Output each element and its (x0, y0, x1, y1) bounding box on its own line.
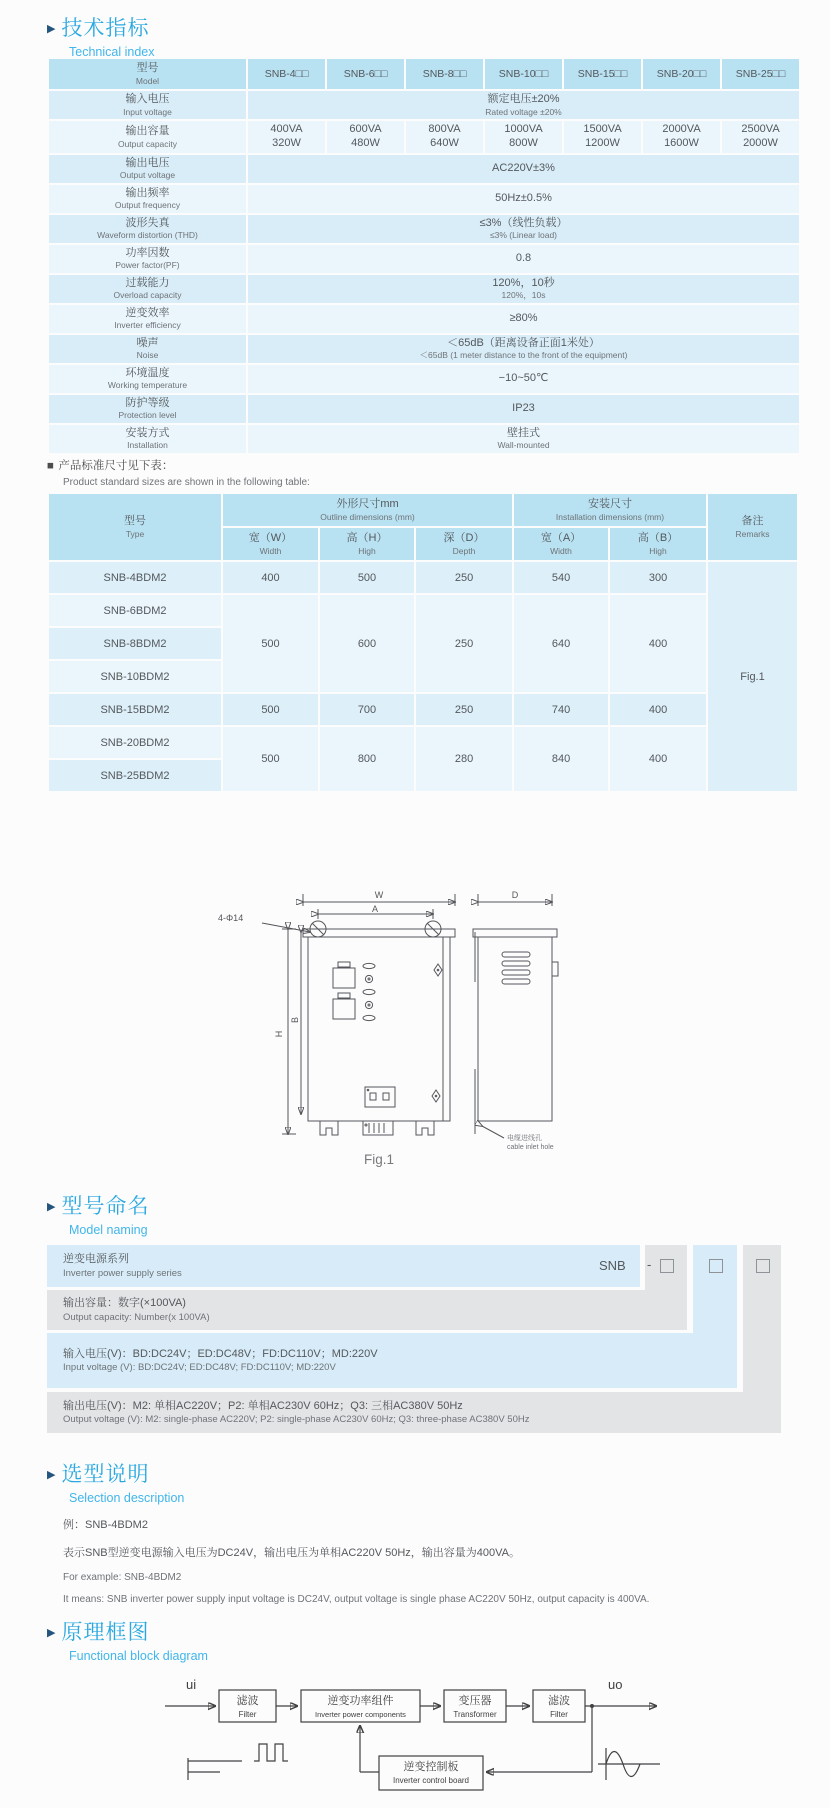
indicator-lamp (363, 1015, 375, 1020)
dims-a: 640 (551, 637, 571, 650)
dims-type: SNB-6BDM2 (103, 604, 167, 617)
capacity-w: 1600W (664, 136, 699, 149)
dims-col-zh: 宽（W） (248, 532, 293, 545)
capacity-w: 1200W (585, 136, 620, 149)
row-value: IP23 (512, 401, 535, 414)
dims-remarks-label-en: Remarks (735, 528, 770, 539)
dims-d: 280 (454, 753, 474, 765)
dim-a-label: A (371, 904, 379, 914)
size-note-zh: 产品标准尺寸见下表： (58, 460, 174, 472)
naming-row-series (47, 1245, 640, 1287)
capacity-w: 320W (272, 136, 301, 149)
capacity-va: 2500VA (741, 123, 780, 135)
spec-model-cell: SNB-4□□ (248, 59, 325, 89)
meter-bottom (333, 999, 355, 1019)
capacity-va: 800VA (428, 123, 461, 135)
dim-h-label: H (274, 1030, 284, 1038)
dims-install-group-en: Installation dimensions (mm) (555, 511, 665, 522)
spec-row-noise (49, 335, 799, 363)
cabinet-front-panel (308, 937, 450, 1121)
spec-model-cell: SNB-10□□ (485, 59, 562, 89)
dims-col-zh: 高（B） (637, 532, 679, 545)
door-lock-handle (432, 1090, 440, 1102)
cabinet-dimension-drawing (170, 782, 670, 1174)
selection-desc-zh: 表示SNB型逆变电源输入电压为DC24V，输出电压为单相AC220V 50Hz，输出容量为400VA。 (63, 1547, 520, 1559)
block-filter-input-en: Filter (238, 1710, 257, 1719)
dims-b: 400 (648, 637, 668, 650)
spec-header-label-en: Model (135, 75, 160, 86)
row-label-zh: 环境温度 (125, 366, 170, 379)
dim-d-label: D (511, 890, 519, 900)
model-code-placeholder-box (660, 1259, 674, 1273)
dims-w: 500 (261, 753, 280, 765)
dims-header-row-1 (49, 494, 797, 526)
dims-col-zh: 高（H） (346, 532, 388, 545)
side-handle (552, 962, 558, 976)
section-technical-title-en: Technical index (69, 45, 155, 59)
section-marker-icon: ▶ (47, 1469, 56, 1481)
spec-row-efficiency (49, 305, 799, 333)
naming-row-input-zh: 输入电压(V)：BD:DC24V；ED:DC48V；FD:DC110V；MD:220V (63, 1347, 378, 1360)
dims-type-label-en: Type (125, 528, 145, 539)
row-value-zh: ＜65dB（距离设备正面1米处） (447, 336, 600, 349)
dims-w: 500 (261, 637, 280, 650)
section-model-naming-title-en: Model naming (69, 1223, 148, 1237)
spec-row-temperature (49, 365, 799, 393)
cabinet-foot (416, 1121, 434, 1135)
figure-caption: Fig.1 (363, 1152, 395, 1167)
dims-col-en: High (358, 545, 376, 556)
size-note-en: Product standard sizes are shown in the following table: (63, 477, 310, 488)
dims-w: 400 (261, 571, 280, 584)
section-block-diagram-title-zh: 原理框图 (61, 1621, 150, 1644)
row-label-en: Output capacity (117, 138, 178, 149)
naming-row-output-voltage (47, 1392, 781, 1433)
section-marker-icon: ▶ (47, 1201, 56, 1213)
spec-row-protection (49, 395, 799, 423)
naming-row-series-en: Inverter power supply series (63, 1267, 182, 1279)
section-selection-title-zh: 选型说明 (61, 1463, 150, 1486)
block-filter-output-zh: 滤波 (548, 1695, 570, 1707)
section-selection-title (47, 1458, 184, 1505)
row-label-zh: 输出电压 (125, 156, 170, 169)
technical-spec-table (47, 57, 801, 455)
row-label-en: Overload capacity (113, 290, 182, 301)
spec-row-overload (49, 275, 799, 303)
dims-col-en: Depth (452, 545, 476, 556)
naming-row-capacity-zh: 输出容量：数字(×100VA) (63, 1297, 186, 1310)
dims-outline-group-zh: 外形尺寸mm (336, 498, 399, 511)
vent-louver (502, 961, 530, 966)
spec-model-cell: SNB-8□□ (406, 59, 483, 89)
capacity-va: 400VA (270, 123, 303, 135)
dims-row (49, 562, 797, 593)
row-label-zh: 噪声 (136, 336, 159, 349)
row-value-en: Wall-mounted (497, 440, 550, 451)
indicator-lamp (365, 975, 372, 982)
naming-row-series-zh: 逆变电源系列 (63, 1253, 129, 1266)
block-inverter-control-en: Inverter control board (392, 1776, 470, 1785)
dims-outline-group-en: Outline dimensions (mm) (320, 511, 415, 522)
dims-row (49, 694, 797, 725)
dims-b: 400 (648, 753, 668, 765)
row-label-en: Installation (127, 440, 168, 451)
capacity-w: 640W (430, 136, 459, 149)
spec-header-row (49, 59, 799, 89)
dims-install-group-zh: 安装尺寸 (588, 498, 633, 511)
naming-row-output-zh: 输出电压(V)：M2: 单相AC220V；P2: 单相AC230V 60Hz；Q3: 三相AC380V 50Hz (63, 1399, 463, 1412)
dims-col-zh: 深（D） (443, 532, 485, 545)
indicator-lamp (363, 989, 375, 994)
dims-remarks-value: Fig.1 (740, 670, 765, 683)
naming-row-input-voltage (47, 1333, 737, 1388)
block-filter-output-en: Filter (550, 1710, 568, 1719)
row-label-zh: 安装方式 (125, 426, 170, 439)
spec-model-cell: SNB-25□□ (722, 59, 799, 89)
dims-row (49, 595, 797, 626)
cabinet-foot (320, 1121, 338, 1135)
row-label-en: Output frequency (114, 200, 181, 211)
sine-wave-symbol (598, 1748, 660, 1780)
section-technical-title (47, 12, 154, 59)
spec-row-installation (49, 425, 799, 453)
dims-d: 250 (454, 703, 474, 716)
dims-b: 300 (648, 571, 668, 584)
row-label-zh: 输入电压 (125, 93, 170, 106)
dims-d: 250 (454, 637, 474, 650)
dimensions-table (47, 492, 799, 793)
row-value: 0.8 (515, 251, 532, 264)
indicator-lamp (363, 963, 375, 968)
model-code-placeholder-box (756, 1259, 770, 1273)
dims-w: 500 (261, 703, 280, 716)
dims-col-zh: 宽（A） (540, 532, 582, 545)
dims-type: SNB-25BDM2 (100, 769, 170, 782)
dims-h: 500 (357, 571, 377, 584)
row-label-zh: 输出容量 (125, 124, 170, 137)
spec-model-cell: SNB-6□□ (327, 59, 404, 89)
spec-row-output-frequency (49, 185, 799, 213)
vent-louver (502, 970, 530, 975)
model-naming-diagram (47, 1245, 783, 1435)
dims-col-en: Width (259, 545, 282, 556)
input-signal-label: ui (186, 1677, 197, 1692)
section-model-naming-title-zh: 型号命名 (61, 1195, 150, 1218)
row-label-en: Working temperature (107, 380, 188, 391)
capacity-w: 2000W (743, 136, 778, 149)
dims-type: SNB-10BDM2 (100, 670, 170, 683)
model-code-placeholder-box (709, 1259, 723, 1273)
row-value: ≥80% (509, 311, 538, 324)
dims-remarks-label-zh: 备注 (741, 515, 764, 528)
block-inverter-power-en: Inverter power components (315, 1710, 406, 1719)
dims-h: 700 (357, 703, 377, 716)
vent-louver (502, 979, 530, 984)
section-marker-icon: ▶ (47, 1627, 56, 1639)
naming-dash: - (647, 1257, 652, 1272)
spec-row-input-voltage (49, 91, 799, 119)
indicator-lamp (365, 1001, 372, 1008)
section-marker-icon: ▶ (47, 23, 56, 35)
block-transformer-zh: 变压器 (458, 1695, 492, 1707)
dims-b: 400 (648, 703, 668, 716)
naming-row-capacity (47, 1290, 687, 1330)
section-block-diagram-title (47, 1616, 208, 1663)
vent-louver (502, 952, 530, 957)
row-label-zh: 防护等级 (125, 396, 170, 409)
output-signal-label: uo (608, 1677, 623, 1692)
meter-top (333, 968, 355, 988)
row-value: 50Hz±0.5% (495, 191, 552, 204)
dims-type-label-zh: 型号 (124, 515, 146, 528)
capacity-va: 1000VA (504, 123, 543, 135)
capacity-w: 480W (351, 136, 380, 149)
row-value: −10~50℃ (498, 371, 549, 384)
dims-h: 800 (357, 753, 377, 765)
capacity-va: 1500VA (583, 123, 622, 135)
row-label-zh: 逆变效率 (125, 306, 170, 319)
row-label-zh: 输出频率 (125, 186, 170, 199)
row-label-zh: 功率因数 (125, 246, 170, 259)
spec-row-output-capacity (49, 121, 799, 153)
spec-model-cell: SNB-20□□ (643, 59, 720, 89)
dims-a: 840 (551, 753, 571, 765)
selection-example-zh: 例：SNB-4BDM2 (63, 1519, 148, 1531)
dims-a: 540 (551, 571, 571, 584)
naming-row-input-en: Input voltage (V): BD:DC24V; ED:DC48V; FD:DC110V; MD:220V (63, 1362, 336, 1374)
dim-b-label: B (290, 1016, 300, 1024)
dc-input-symbol (188, 1758, 242, 1780)
cable-inlet-label-zh: 电缆进线孔 (507, 1135, 542, 1142)
naming-row-capacity-en: Output capacity: Number(x 100VA) (63, 1311, 210, 1323)
cable-inlet-label-en: cable inlet hole (507, 1144, 554, 1151)
door-lock-handle (434, 964, 442, 976)
selection-desc-en: It means: SNB inverter power supply input voltage is DC24V, output voltage is single phase AC220V 50Hz, output capacity is 400VA. (63, 1594, 650, 1605)
row-value-en: ≤3% (Linear load) (489, 230, 558, 241)
block-inverter-power-zh: 逆变功率组件 (327, 1695, 394, 1707)
row-value-en: Rated voltage ±20% (485, 106, 562, 117)
selection-example-en: For example: SNB-4BDM2 (63, 1572, 182, 1583)
spec-row-power-factor (49, 245, 799, 273)
row-label-en: Protection level (118, 410, 177, 421)
spec-row-output-voltage (49, 155, 799, 183)
dims-h: 600 (357, 637, 377, 650)
naming-prefix: SNB (599, 1258, 626, 1273)
dims-col-en: High (649, 545, 667, 556)
gland-plate (363, 1121, 393, 1135)
row-label-zh: 过载能力 (125, 276, 170, 289)
row-label-en: Inverter efficiency (114, 320, 181, 331)
row-value-en: ＜65dB (1 meter distance to the front of the equipment) (419, 350, 628, 361)
row-value-en: 120%，10s (501, 290, 546, 301)
row-value-zh: 额定电压±20% (487, 93, 560, 106)
spec-model-cell: SNB-15□□ (564, 59, 641, 89)
cabinet-side-panel (478, 937, 552, 1121)
size-note (47, 456, 310, 488)
section-model-naming-title (47, 1190, 149, 1237)
dims-d: 250 (454, 571, 474, 584)
block-filter-input-zh: 滤波 (236, 1695, 259, 1707)
row-label-en: Noise (136, 350, 159, 361)
block-transformer-en: Transformer (453, 1710, 497, 1719)
dims-type: SNB-8BDM2 (103, 637, 167, 650)
spec-row-waveform-distortion (49, 215, 799, 243)
dims-a: 740 (551, 703, 571, 716)
naming-row-output-en: Output voltage (V): M2: single-phase AC220V; P2: single-phase AC230V 60Hz; Q3: three-phase AC380V 50Hz (63, 1414, 530, 1426)
row-label-en: Power factor(PF) (115, 260, 180, 271)
row-value: AC220V±3% (492, 161, 555, 174)
note-bullet-icon: ■ (47, 460, 54, 472)
mounting-holes-label: 4-Φ14 (218, 913, 244, 923)
section-block-diagram-title-en: Functional block diagram (69, 1649, 208, 1663)
row-label-en: Waveform distortion (THD) (97, 230, 198, 241)
dims-type: SNB-15BDM2 (100, 703, 170, 716)
capacity-va: 2000VA (662, 123, 701, 135)
row-label-en: Output voltage (119, 170, 176, 181)
dim-w-label: W (374, 890, 384, 900)
dims-type: SNB-20BDM2 (100, 736, 170, 749)
dims-row (49, 727, 797, 758)
functional-block-diagram (120, 1668, 700, 1806)
row-value-zh: 120%，10秒 (492, 276, 555, 289)
row-label-en: Input voltage (123, 106, 172, 117)
square-wave-symbol (254, 1744, 288, 1761)
row-value-zh: ≤3%（线性负载） (479, 216, 568, 229)
section-selection-title-en: Selection description (69, 1491, 185, 1505)
spec-header-label-zh: 型号 (136, 62, 159, 75)
dims-col-en: Width (550, 545, 572, 556)
row-value-zh: 壁挂式 (507, 426, 540, 439)
capacity-w: 800W (509, 136, 538, 149)
dims-type: SNB-4BDM2 (103, 571, 167, 584)
capacity-va: 600VA (349, 123, 382, 135)
section-technical-title-zh: 技术指标 (61, 17, 150, 40)
block-inverter-control-zh: 逆变控制板 (403, 1761, 459, 1773)
row-label-zh: 波形失真 (125, 216, 170, 229)
